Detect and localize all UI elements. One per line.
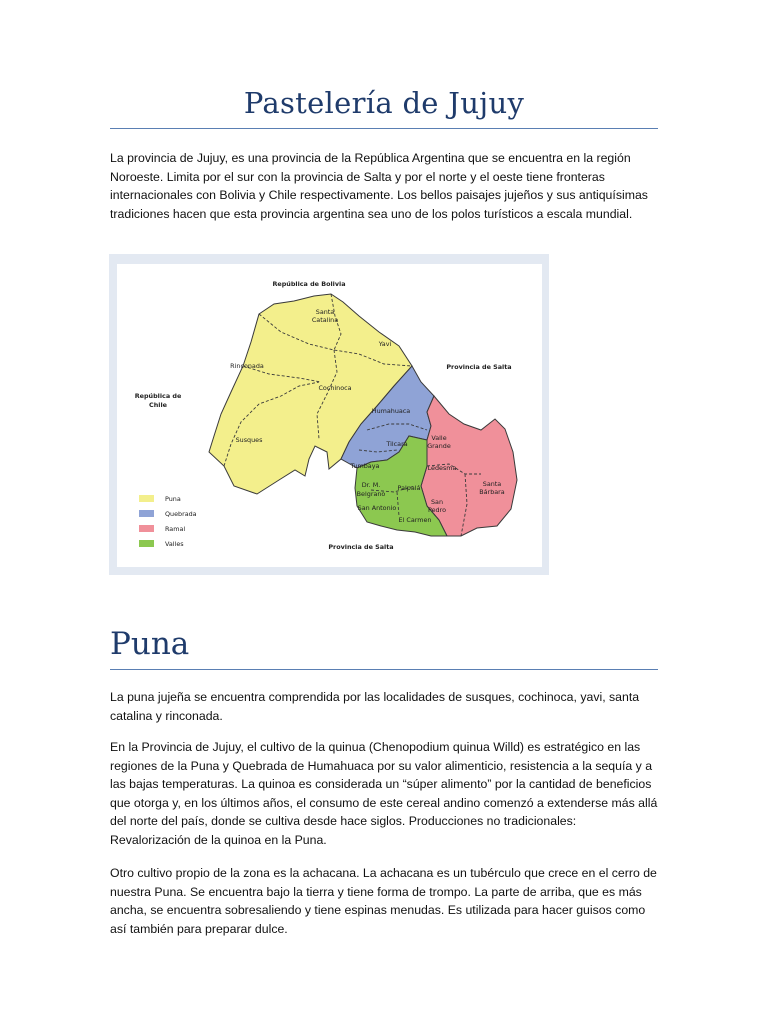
legend-swatch-valles bbox=[139, 540, 154, 547]
label-san-pedro-2: Pedro bbox=[427, 506, 447, 514]
label-santa-catalina-2: Catalina bbox=[311, 316, 339, 324]
label-susques: Susques bbox=[235, 436, 263, 444]
title-divider bbox=[110, 128, 658, 129]
label-santa-catalina-1: Santa bbox=[315, 308, 335, 316]
label-san-pedro-1: San bbox=[430, 498, 444, 506]
legend-label-ramal: Ramal bbox=[165, 525, 186, 533]
intro-paragraph: La provincia de Jujuy, es una provincia de la República Argentina que se encuentra en la región Noroeste. Limita por el sur con la provincia de Salta y por el norte y el oeste tiene fronteras internacionales con Bolivia y Chile respectivamente. Los bellos paisajes jujeños y sus antiquísimas tradiciones hacen que esta provincia argentina sea uno de los polos turísticos a escala mundial. bbox=[110, 151, 648, 221]
label-yavi: Yavi bbox=[378, 340, 392, 348]
legend-swatch-puna bbox=[139, 495, 154, 502]
label-el-carmen: El Carmen bbox=[398, 516, 432, 524]
label-border-west-1: República de bbox=[134, 392, 182, 400]
legend-swatch-quebrada bbox=[139, 510, 154, 517]
label-valle-grande-1: Valle bbox=[431, 434, 447, 442]
section-heading-puna: Puna bbox=[110, 626, 190, 662]
legend-label-quebrada: Quebrada bbox=[165, 510, 197, 518]
label-border-north: República de Bolivia bbox=[272, 280, 346, 288]
label-cochinoca: Cochinoca bbox=[318, 384, 352, 392]
label-palpala: Palpalá bbox=[397, 484, 421, 492]
legend-swatch-ramal bbox=[139, 525, 154, 532]
jujuy-region-map bbox=[109, 254, 549, 575]
label-santa-barbara-1: Santa bbox=[482, 480, 502, 488]
label-san-antonio: San Antonio bbox=[357, 504, 397, 512]
puna-paragraph-1: La puna jujeña se encuentra comprendida por las localidades de susques, cochinoca, yavi, santa catalina y rinconada. bbox=[110, 690, 640, 723]
puna-paragraph-3: Otro cultivo propio de la zona es la achacana. La achacana es un tubérculo que crece en el cerro de nuestra Puna. Se encuentra bajo la tierra y tiene forma de trompo. La parte de arriba, que es más ancha, se encuentra sobresaliendo y tiene espinas menudas. Es utilizada para hacer guisos como así también para preparar dulce. bbox=[110, 866, 657, 936]
label-valle-grande-2: Grande bbox=[427, 442, 451, 450]
label-border-east: Provincia de Salta bbox=[446, 363, 512, 371]
label-humahuaca: Humahuaca bbox=[371, 407, 411, 415]
page-title: Pastelería de Jujuy bbox=[243, 86, 525, 120]
label-dr-m-belgrano-1: Dr. M. bbox=[361, 481, 381, 489]
map-graphic bbox=[109, 254, 549, 575]
label-border-south: Provincia de Salta bbox=[328, 543, 394, 551]
puna-paragraph-2: En la Provincia de Jujuy, el cultivo de la quinua (Chenopodium quinua Willd) es estratégico en las regiones de la Puna y Quebrada de Humahuaca por su valor alimenticio, resistencia a la sequía y a las bajas temperaturas. La quinoa es considerada un “súper alimento” por la cantidad de beneficios que otorga y, en los últimos años, el consumo de este cereal andino comenzó a extenderse más allá del norte del país, donde se cultiva desde hace siglos. Producciones no tradicionales: Revalorización de la quinoa en la Puna. bbox=[110, 740, 658, 847]
label-santa-barbara-2: Bárbara bbox=[479, 488, 505, 496]
label-ledesma: Ledesma bbox=[427, 464, 457, 472]
legend-label-valles: Valles bbox=[165, 540, 184, 548]
label-tumbaya: Tumbaya bbox=[350, 462, 380, 470]
legend-label-puna: Puna bbox=[165, 495, 181, 503]
label-border-west-2: Chile bbox=[149, 401, 167, 409]
label-tilcara: Tilcara bbox=[386, 440, 408, 448]
section-divider bbox=[110, 669, 658, 670]
label-dr-m-belgrano-2: Belgrano bbox=[356, 490, 386, 498]
label-rinconada: Rinconada bbox=[230, 362, 264, 370]
